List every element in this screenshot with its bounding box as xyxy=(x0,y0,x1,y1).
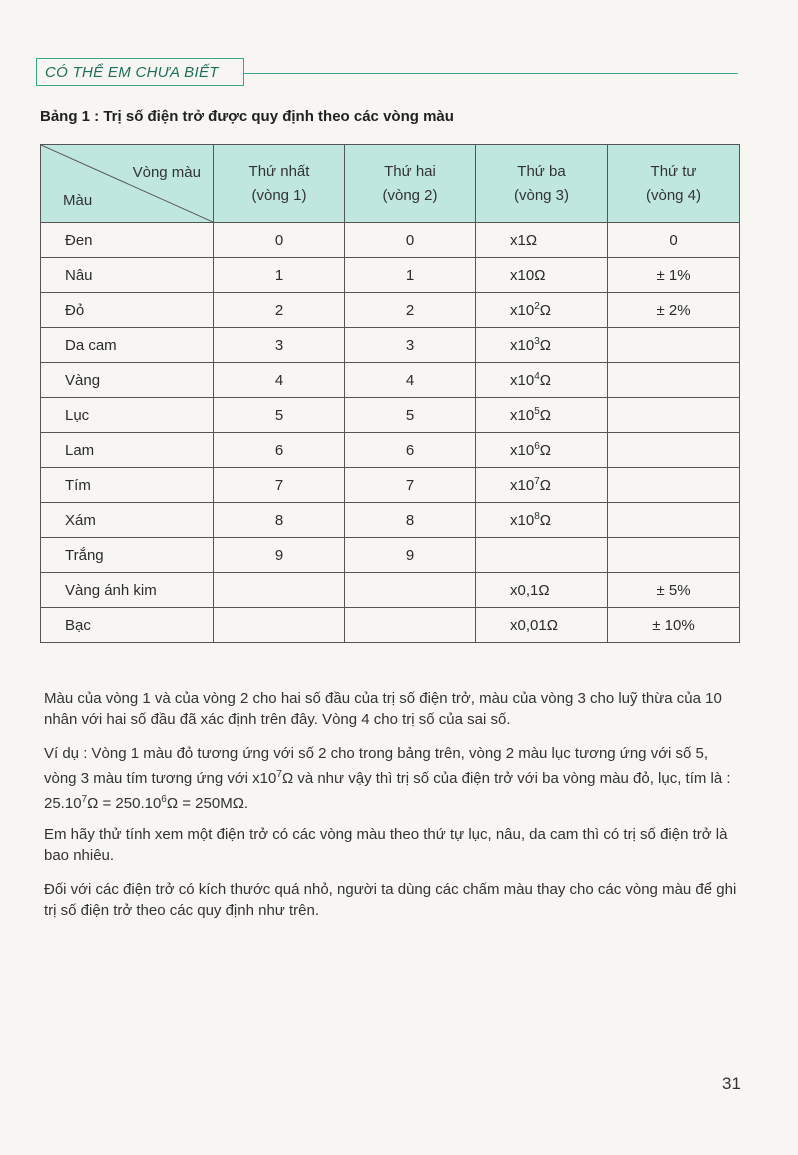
table-row xyxy=(41,573,740,608)
cell-ring-1 xyxy=(214,573,345,608)
cell-multiplier: $x10^8\Omega$ xyxy=(476,503,608,538)
corner-header-cell xyxy=(41,145,214,223)
section-header xyxy=(36,58,738,90)
cell-color-name: Bạc xyxy=(41,608,214,643)
cell-color-name: Tím xyxy=(41,468,214,503)
cell-ring-1 xyxy=(214,608,345,643)
table-body xyxy=(41,223,740,643)
cell-multiplier: x1Ω xyxy=(476,223,608,258)
table-row xyxy=(41,538,740,573)
cell-tolerance xyxy=(608,328,740,363)
table-row xyxy=(41,258,740,293)
cell-ring-1: 3 xyxy=(214,328,345,363)
cell-ring-2 xyxy=(345,573,476,608)
cell-tolerance xyxy=(608,468,740,503)
cell-ring-2: 9 xyxy=(345,538,476,573)
cell-multiplier: $x10^6\Omega$ xyxy=(476,433,608,468)
corner-label-color: Màu xyxy=(63,192,93,209)
cell-tolerance: ± 1% xyxy=(608,258,740,293)
table-row xyxy=(41,398,740,433)
cell-ring-1: 9 xyxy=(214,538,345,573)
cell-ring-1: 6 xyxy=(214,433,345,468)
table-row xyxy=(41,293,740,328)
header-ring-1: Thứ nhất (vòng 1) xyxy=(214,145,345,223)
section-title: CÓ THỂ EM CHƯA BIẾT xyxy=(36,58,244,86)
cell-tolerance xyxy=(608,433,740,468)
cell-ring-2: 2 xyxy=(345,293,476,328)
cell-ring-1: 7 xyxy=(214,468,345,503)
table-header-row xyxy=(41,145,740,223)
cell-ring-2 xyxy=(345,608,476,643)
cell-ring-1: 2 xyxy=(214,293,345,328)
page-number: 31 xyxy=(722,1074,741,1093)
cell-multiplier: $x10^4\Omega$ xyxy=(476,363,608,398)
header-ring-2: Thứ hai (vòng 2) xyxy=(345,145,476,223)
cell-color-name: Đỏ xyxy=(41,293,214,328)
cell-ring-2: 0 xyxy=(345,223,476,258)
cell-color-name: Vàng xyxy=(41,363,214,398)
cell-ring-2: 6 xyxy=(345,433,476,468)
table-row xyxy=(41,608,740,643)
table-row xyxy=(41,503,740,538)
cell-ring-2: 8 xyxy=(345,503,476,538)
cell-ring-2: 4 xyxy=(345,363,476,398)
table-row xyxy=(41,328,740,363)
cell-multiplier: x0,01Ω xyxy=(476,608,608,643)
cell-multiplier: $x10^3\Omega$ xyxy=(476,328,608,363)
cell-color-name: Lam xyxy=(41,433,214,468)
cell-ring-2: 3 xyxy=(345,328,476,363)
cell-color-name: Xám xyxy=(41,503,214,538)
cell-color-name: Đen xyxy=(41,223,214,258)
table-row xyxy=(41,468,740,503)
corner-label-ring: Vòng màu xyxy=(132,164,201,181)
cell-ring-1: 0 xyxy=(214,223,345,258)
header-ring-3: Thứ ba (vòng 3) xyxy=(476,145,608,223)
section-rule xyxy=(244,73,738,74)
table-row xyxy=(41,363,740,398)
cell-color-name: Vàng ánh kim xyxy=(41,573,214,608)
cell-ring-2: 1 xyxy=(345,258,476,293)
cell-multiplier: x10Ω xyxy=(476,258,608,293)
cell-multiplier xyxy=(476,538,608,573)
cell-multiplier: $x10^7\Omega$ xyxy=(476,468,608,503)
cell-tolerance: 0 xyxy=(608,223,740,258)
paragraph-explanation: Màu của vòng 1 và của vòng 2 cho hai số đầu của trị số điện trở, màu của vòng 3 cho luỹ thừa của 10 nhân với hai số đầu đã xác định trên đây. Vòng 4 cho trị số của sai số. xyxy=(44,690,722,728)
cell-tolerance xyxy=(608,398,740,433)
cell-ring-2: 5 xyxy=(345,398,476,433)
cell-ring-2: 7 xyxy=(345,468,476,503)
header-ring-4: Thứ tư (vòng 4) xyxy=(608,145,740,223)
cell-tolerance xyxy=(608,503,740,538)
cell-multiplier: $x10^5\Omega$ xyxy=(476,398,608,433)
table-caption: Bảng 1 : Trị số điện trở được quy định theo các vòng màu xyxy=(40,108,454,125)
cell-tolerance xyxy=(608,363,740,398)
table-row xyxy=(41,223,740,258)
cell-tolerance: ± 5% xyxy=(608,573,740,608)
cell-tolerance: ± 10% xyxy=(608,608,740,643)
paragraph-exercise: Em hãy thử tính xem một điện trở có các vòng màu theo thứ tự lục, nâu, da cam thì có trị số điện trở là bao nhiêu. xyxy=(44,826,728,864)
cell-ring-1: 1 xyxy=(214,258,345,293)
cell-ring-1: 5 xyxy=(214,398,345,433)
cell-tolerance: ± 2% xyxy=(608,293,740,328)
paragraph-note: Đối với các điện trở có kích thước quá nhỏ, người ta dùng các chấm màu thay cho các vòng màu để ghi trị số điện trở theo các quy định như trên. xyxy=(44,881,737,919)
cell-color-name: Lục xyxy=(41,398,214,433)
cell-color-name: Trắng xyxy=(41,538,214,573)
cell-ring-1: 4 xyxy=(214,363,345,398)
cell-color-name: Da cam xyxy=(41,328,214,363)
resistor-color-table xyxy=(40,144,740,643)
cell-multiplier: x0,1Ω xyxy=(476,573,608,608)
cell-multiplier: $x10^2\Omega$ xyxy=(476,293,608,328)
table-row xyxy=(41,433,740,468)
cell-ring-1: 8 xyxy=(214,503,345,538)
paragraph-example: Ví dụ : Vòng 1 màu đỏ tương ứng với số 2 cho trong bảng trên, vòng 2 màu lục tương ứng với số 5, vòng 3 màu tím tương ứng với $x10^7\Omega$ và như vậy thì trị số của điện trở với ba vòng màu đỏ, lục, tím là : $25.10^7\Omega = 250.10^6\Omega = 250M\Omega$. xyxy=(44,745,731,812)
cell-tolerance xyxy=(608,538,740,573)
cell-color-name: Nâu xyxy=(41,258,214,293)
